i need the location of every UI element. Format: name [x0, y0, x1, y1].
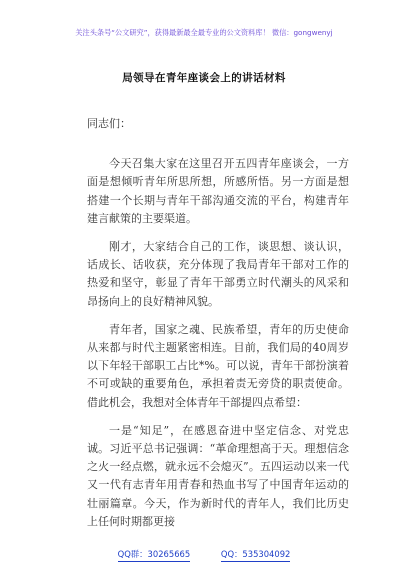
salutation: 同志们：	[87, 117, 131, 130]
paragraph: 青年者，国家之魂、民族希望，青年的历史使命从来都与时代主题紧密相连。目前，我们局的40周岁以下年轻干部职工占比*%。可以说，青年干部扮演着不可或缺的重要角色，承担着责无旁贷的职责使命。借此机会，我想对全体青年干部提四点希望：	[87, 322, 349, 409]
header-promo-note: 关注头条号“公文研究”，获得最新最全最专业的公文资料库！ 微信：gongwenyj	[75, 28, 333, 37]
paragraph: 今天召集大家在这里召开五四青年座谈会，一方面是想倾听青年所思所想，所感所悟。另一方面是想搭建一个长期与青年干部沟通交流的平台，构建青年建言献策的主要渠道。	[87, 157, 349, 225]
document-body	[87, 115, 349, 541]
paragraph: 刚才，大家结合自己的工作，谈思想、谈认识，话成长、话收获，充分体现了我局青年干部对工作的热爱和坚守，彰显了青年干部勇立时代潮头的风采和昂扬向上的良好精神风貌。	[87, 240, 349, 308]
document-title: 局领导在青年座谈会上的讲话材料	[122, 72, 286, 84]
qq-group-link[interactable]: QQ群：30265665	[118, 548, 191, 562]
paragraph: 一是“知足”，在感恩奋进中坚定信念、对党忠诚。习近平总书记强调：“革命理想高于天。理想信念之火一经点燃，就永远不会熄灭”。五四运动以来一代又一代有志青年用青春和热血书写了中国青年运动的壮丽篇章。今天，作为新时代的青年人，我们比历史上任何时期都更接	[87, 423, 349, 528]
footer-contact	[0, 548, 408, 562]
qq-contact-link[interactable]: QQ：535304092	[221, 548, 291, 562]
